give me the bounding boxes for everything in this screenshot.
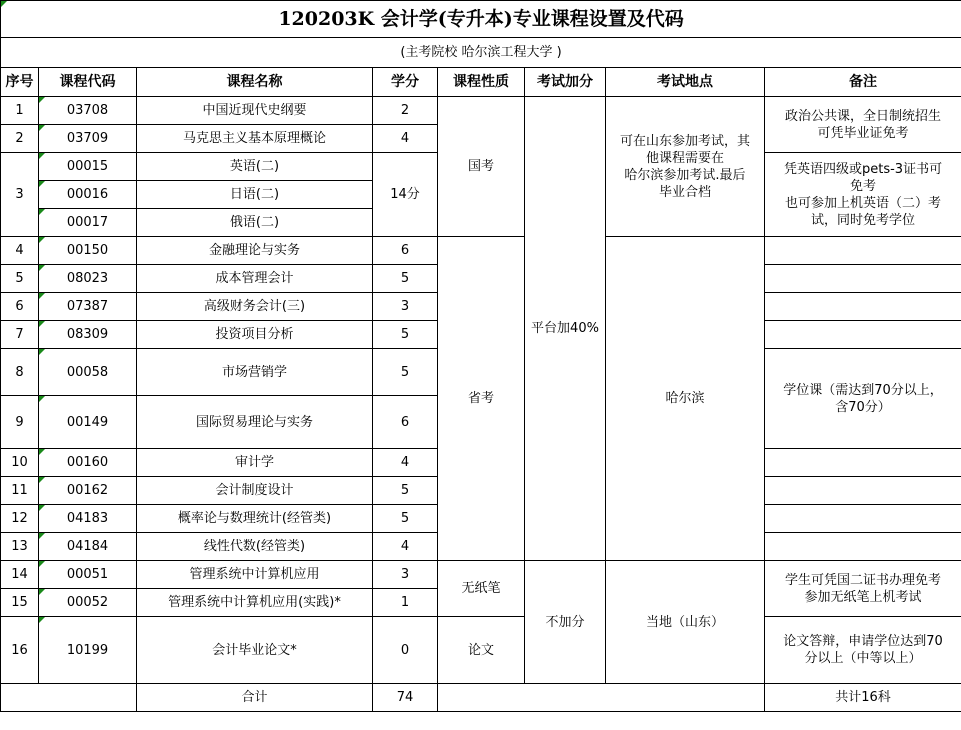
course-code: 00149 bbox=[39, 396, 137, 449]
course-seq: 6 bbox=[1, 293, 39, 321]
course-note: 凭英语四级或pets-3证书可 免考 也可参加上机英语（二）考 试，同时免考学位 bbox=[765, 153, 961, 237]
course-seq: 9 bbox=[1, 396, 39, 449]
course-credit: 3 bbox=[373, 293, 438, 321]
total-label: 合计 bbox=[137, 684, 373, 712]
course-name: 中国近现代史纲要 bbox=[137, 97, 373, 125]
course-name: 线性代数(经管类) bbox=[137, 533, 373, 561]
course-name: 会计制度设计 bbox=[137, 477, 373, 505]
course-note bbox=[765, 237, 961, 265]
course-seq: 4 bbox=[1, 237, 39, 265]
course-name: 日语(二) bbox=[137, 181, 373, 209]
course-code: 04184 bbox=[39, 533, 137, 561]
course-code: 03708 bbox=[39, 97, 137, 125]
course-note: 学生可凭国二证书办理免考 参加无纸笔上机考试 bbox=[765, 561, 961, 617]
course-credit: 5 bbox=[373, 505, 438, 533]
course-seq: 14 bbox=[1, 561, 39, 589]
course-note: 论文答辩，申请学位达到70 分以上（中等以上） bbox=[765, 617, 961, 684]
course-credit: 6 bbox=[373, 237, 438, 265]
course-seq: 1 bbox=[1, 97, 39, 125]
course-seq: 16 bbox=[1, 617, 39, 684]
course-name: 市场营销学 bbox=[137, 349, 373, 396]
course-seq: 11 bbox=[1, 477, 39, 505]
total-blank bbox=[1, 684, 137, 712]
table-row bbox=[1, 237, 961, 265]
course-name: 管理系统中计算机应用 bbox=[137, 561, 373, 589]
course-name: 投资项目分析 bbox=[137, 321, 373, 349]
course-seq: 5 bbox=[1, 265, 39, 293]
course-code: 08309 bbox=[39, 321, 137, 349]
course-code: 07387 bbox=[39, 293, 137, 321]
total-credits: 74 bbox=[373, 684, 438, 712]
course-credit: 4 bbox=[373, 125, 438, 153]
header-notes: 备注 bbox=[765, 68, 961, 97]
course-credit: 5 bbox=[373, 349, 438, 396]
course-note: 学位课（需达到70分以上， 含70分） bbox=[765, 349, 961, 449]
header-nature: 课程性质 bbox=[438, 68, 525, 97]
course-name: 概率论与数理统计(经管类) bbox=[137, 505, 373, 533]
header-seq: 序号 bbox=[1, 68, 39, 97]
course-code: 00150 bbox=[39, 237, 137, 265]
course-code: 10199 bbox=[39, 617, 137, 684]
course-note bbox=[765, 505, 961, 533]
course-credit: 5 bbox=[373, 321, 438, 349]
course-code: 00015 bbox=[39, 153, 137, 181]
course-seq: 13 bbox=[1, 533, 39, 561]
table-row bbox=[1, 561, 961, 589]
course-credit: 4 bbox=[373, 449, 438, 477]
course-name: 高级财务会计(三) bbox=[137, 293, 373, 321]
course-code: 04183 bbox=[39, 505, 137, 533]
course-credit: 14分 bbox=[373, 153, 438, 237]
course-note bbox=[765, 449, 961, 477]
course-code: 00160 bbox=[39, 449, 137, 477]
table-row bbox=[1, 97, 961, 125]
exam-location: 当地（山东） bbox=[606, 561, 765, 684]
course-name: 英语(二) bbox=[137, 153, 373, 181]
total-blank-2 bbox=[438, 684, 765, 712]
page-title: 120203K 会计学(专升本)专业课程设置及代码 bbox=[1, 1, 961, 38]
course-credit: 6 bbox=[373, 396, 438, 449]
course-code: 00051 bbox=[39, 561, 137, 589]
header-location: 考试地点 bbox=[606, 68, 765, 97]
header-code: 课程代码 bbox=[39, 68, 137, 97]
course-seq: 15 bbox=[1, 589, 39, 617]
exam-institution: (主考院校 哈尔滨工程大学 ) bbox=[1, 38, 961, 68]
course-credit: 5 bbox=[373, 265, 438, 293]
course-credit: 4 bbox=[373, 533, 438, 561]
course-note bbox=[765, 321, 961, 349]
course-code: 08023 bbox=[39, 265, 137, 293]
course-code: 00017 bbox=[39, 209, 137, 237]
course-note bbox=[765, 477, 961, 505]
course-seq: 7 bbox=[1, 321, 39, 349]
course-seq: 3 bbox=[1, 153, 39, 237]
course-name: 国际贸易理论与实务 bbox=[137, 396, 373, 449]
exam-bonus: 平台加40% bbox=[525, 97, 606, 561]
course-name: 马克思主义基本原理概论 bbox=[137, 125, 373, 153]
course-credit: 2 bbox=[373, 97, 438, 125]
course-name: 俄语(二) bbox=[137, 209, 373, 237]
total-row bbox=[1, 684, 961, 712]
course-name: 管理系统中计算机应用(实践)* bbox=[137, 589, 373, 617]
course-nature: 无纸笔 bbox=[438, 561, 525, 617]
course-nature: 国考 bbox=[438, 97, 525, 237]
header-bonus: 考试加分 bbox=[525, 68, 606, 97]
course-seq: 8 bbox=[1, 349, 39, 396]
course-code: 00162 bbox=[39, 477, 137, 505]
header-name: 课程名称 bbox=[137, 68, 373, 97]
course-note bbox=[765, 533, 961, 561]
course-seq: 2 bbox=[1, 125, 39, 153]
course-note bbox=[765, 293, 961, 321]
course-code: 00058 bbox=[39, 349, 137, 396]
course-credit: 0 bbox=[373, 617, 438, 684]
course-credit: 5 bbox=[373, 477, 438, 505]
total-summary: 共计16科 bbox=[765, 684, 961, 712]
course-seq: 12 bbox=[1, 505, 39, 533]
header-row bbox=[1, 68, 961, 97]
course-nature: 省考 bbox=[438, 237, 525, 561]
course-code: 00052 bbox=[39, 589, 137, 617]
exam-bonus: 不加分 bbox=[525, 561, 606, 684]
header-credit: 学分 bbox=[373, 68, 438, 97]
course-note bbox=[765, 265, 961, 293]
course-code: 00016 bbox=[39, 181, 137, 209]
course-name: 会计毕业论文* bbox=[137, 617, 373, 684]
exam-location: 可在山东参加考试，其 他课程需要在 哈尔滨参加考试.最后 毕业合档 bbox=[606, 97, 765, 237]
course-name: 审计学 bbox=[137, 449, 373, 477]
course-name: 金融理论与实务 bbox=[137, 237, 373, 265]
course-seq: 10 bbox=[1, 449, 39, 477]
course-credit: 3 bbox=[373, 561, 438, 589]
course-credit: 1 bbox=[373, 589, 438, 617]
course-nature: 论文 bbox=[438, 617, 525, 684]
course-name: 成本管理会计 bbox=[137, 265, 373, 293]
table-row bbox=[1, 617, 961, 684]
course-code: 03709 bbox=[39, 125, 137, 153]
exam-location: 哈尔滨 bbox=[606, 237, 765, 561]
course-note: 政治公共课，全日制统招生 可凭毕业证免考 bbox=[765, 97, 961, 153]
